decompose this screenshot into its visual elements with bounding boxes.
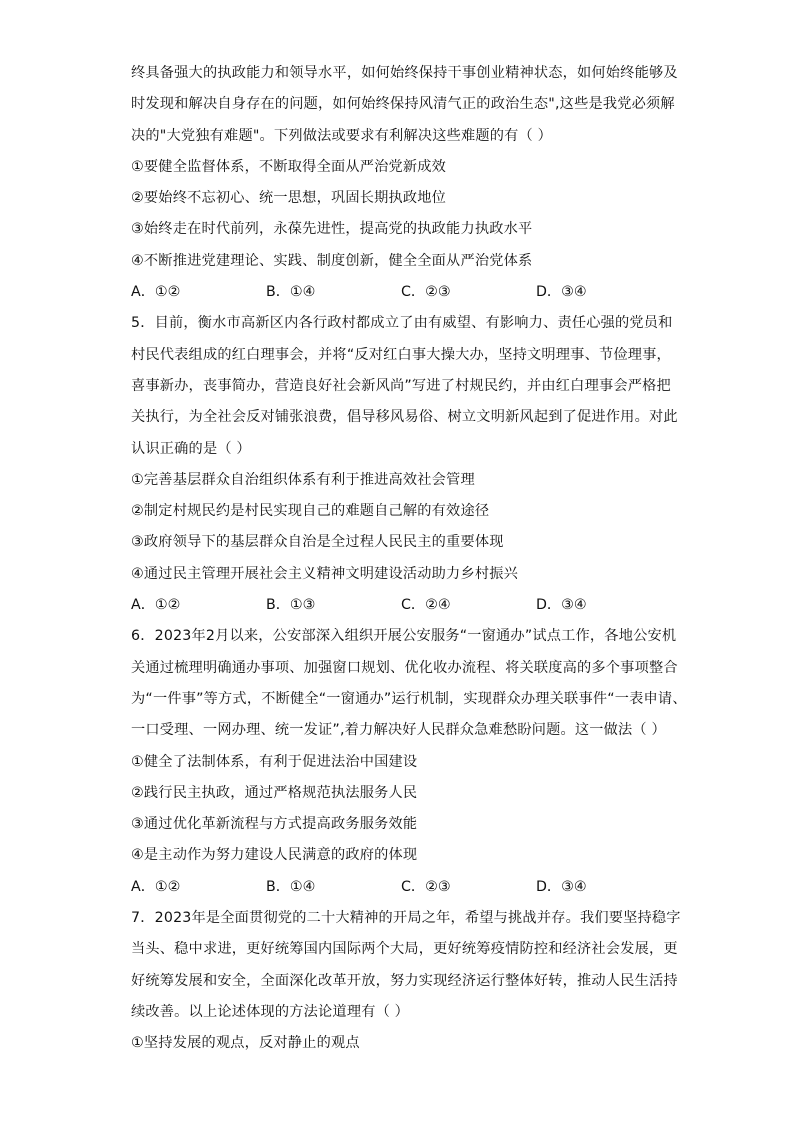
q4-item: ②要始终不忘初心、统一思想，巩固长期执政地位: [131, 190, 447, 207]
q5-options: [131, 590, 671, 621]
q6-item: ②践行民主执政，通过严格规范执法服务人民: [131, 784, 418, 801]
q7-stem-line: 好统筹发展和安全，全面深化改革开放，努力实现经济运行整体好转，推动人民生活持: [131, 972, 678, 989]
q4-item: ④不断推进党建理论、实践、制度创新，健全全面从严治党体系: [131, 252, 533, 269]
q5-stem-line: 认识正确的是（ ）: [131, 440, 251, 457]
q5-stem-line: 5．目前，衡水市高新区内各行政村都成立了由有威望、有影响力、责任心强的党员和: [131, 315, 673, 332]
q4-option-a: A．①②: [131, 284, 181, 301]
exam-content: [131, 58, 687, 1060]
q6-option-d: D．③④: [536, 878, 587, 895]
q4-option-c: C．②③: [401, 284, 451, 301]
q4-item: ①要健全监督体系，不断取得全面从严治党新成效: [131, 158, 447, 175]
q6-item: ①健全了法制体系，有利于促进法治中国建设: [131, 753, 418, 770]
q6-options: [131, 872, 671, 903]
q4-stem-line: 终具备强大的执政能力和领导水平，如何始终保持干事创业精神状态，如何始终能够及: [131, 65, 678, 81]
q5-option-d: D．③④: [536, 597, 587, 614]
question-7: [131, 903, 681, 1059]
q4-stem-line: 决的"大党独有难题"。下列做法或要求有利解决这些难题的有（ ）: [131, 127, 553, 144]
q7-stem-line: 续改善。以上论述体现的方法论道理有（ ）: [131, 1003, 410, 1020]
q6-stem-line: 一口受理、一网办理、统一发证”,着力解决好人民群众急难愁盼问题。这一做法（ ）: [131, 722, 666, 739]
question-5: [131, 308, 678, 621]
q4-stem-line: 时发现和解决自身存在的问题，如何始终保持风清气正的政治生态",这些是我党必须解: [131, 96, 675, 113]
q6-option-c: C．②③: [401, 878, 451, 895]
q4-options: [131, 277, 671, 308]
q6-stem-line: 6．2023年2月以来，公安部深入组织开展公安服务“一窗通办”试点工作，各地公安机: [131, 628, 677, 645]
q6-option-a: A．①②: [131, 878, 181, 895]
q7-item: ①坚持发展的观点，反对静止的观点: [131, 1035, 360, 1052]
q5-option-b: B．①③: [266, 597, 316, 614]
q7-stem-line: 7．2023年是全面贯彻党的二十大精神的开局之年，希望与挑战并存。我们要坚持稳字: [131, 910, 681, 927]
q6-item: ③通过优化革新流程与方式提高政务服务效能: [131, 816, 418, 833]
q5-stem-line: 关执行，为全社会反对铺张浪费，倡导移风易俗、树立文明新风起到了促进作用。对此: [131, 409, 678, 426]
q5-item: ①完善基层群众自治组织体系有利于推进高效社会管理: [131, 471, 475, 488]
q5-item: ②制定村规民约是村民实现自己的难题自己解的有效途径: [131, 503, 490, 520]
q6-item: ④是主动作为努力建设人民满意的政府的体现: [131, 847, 418, 864]
q5-option-c: C．②④: [401, 597, 451, 614]
q5-item: ③政府领导下的基层群众自治是全过程人民民主的重要体现: [131, 534, 504, 551]
q6-stem-line: 为“一件事”等方式，不断健全“一窗通办”运行机制，实现群众办理关联事件“一表申请、: [131, 690, 687, 707]
q5-item: ④通过民主管理开展社会主义精神文明建设活动助力乡村振兴: [131, 565, 518, 582]
q5-stem-line: 喜事新办，丧事简办，营造良好社会新风尚”写进了村规民约，并由红白理事会严格把: [131, 377, 671, 394]
question-6: [131, 621, 687, 903]
q5-stem-line: 村民代表组成的红白理事会，并将“反对红白事大操大办，坚持文明理事、节俭理事，: [131, 346, 671, 363]
q4-option-d: D．③④: [536, 284, 587, 301]
q4-item: ③始终走在时代前列，永葆先进性，提高党的执政能力执政水平: [131, 221, 533, 238]
q4-option-b: B．①④: [266, 284, 316, 301]
q6-stem-line: 关通过梳理明确通办事项、加强窗口规划、优化收办流程、将关联度高的多个事项整合: [131, 659, 678, 676]
q7-stem-line: 当头、稳中求进，更好统筹国内国际两个大局，更好统筹疫情防控和经济社会发展，更: [131, 941, 678, 958]
q5-option-a: A．①②: [131, 597, 181, 614]
q6-option-b: B．①④: [266, 878, 316, 895]
question-4-tail: [131, 58, 678, 308]
